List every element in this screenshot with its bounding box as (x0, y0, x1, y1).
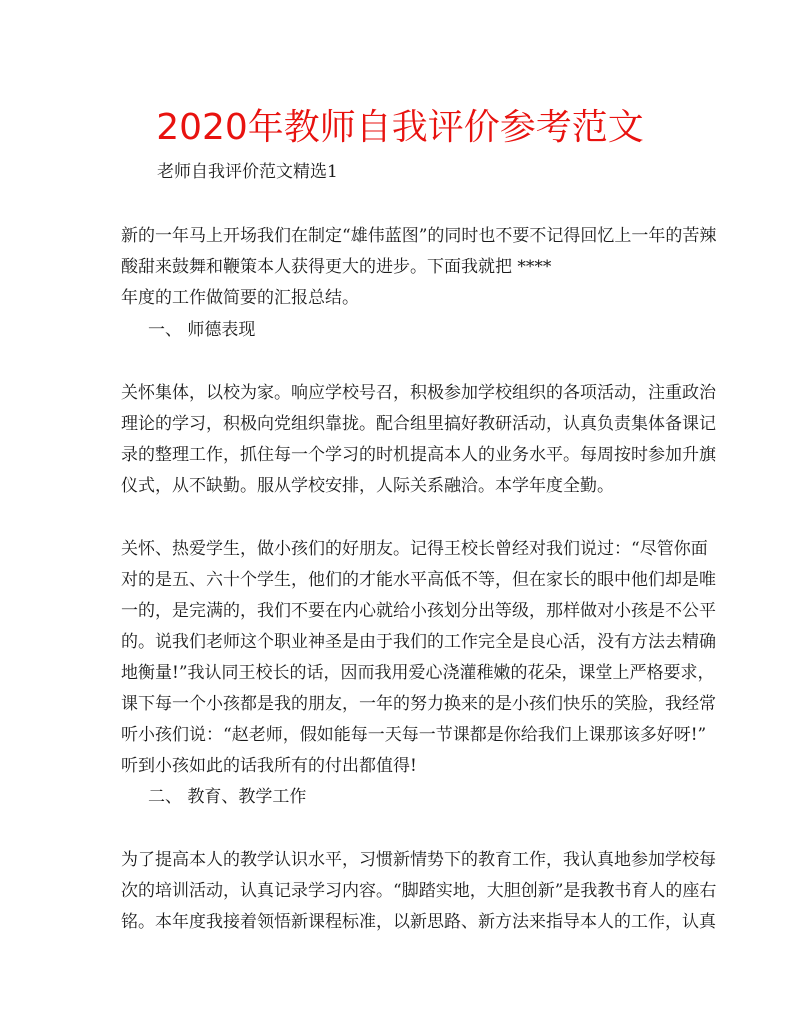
section-heading-2: 二、 教育、教学工作 (148, 787, 307, 807)
paragraph-line: 仪式，从不缺勤。服从学校安排，人际关系融洽。本学年度全勤。 (121, 476, 614, 496)
intro-line: 新的一年马上开场我们在制定“雄伟蓝图”的同时也不要不记得回忆上一年的苦辣 (121, 226, 717, 246)
paragraph-line: 为了提高本人的教学认识水平，习惯新情势下的教育工作，我认真地参加学校每 (121, 850, 716, 870)
section-heading-1: 一、 师德表现 (148, 320, 256, 340)
intro-line: 酸甜来鼓舞和鞭策本人获得更大的进步。下面我就把 **** (121, 257, 552, 277)
paragraph-line: 录的整理工作，抓住每一个学习的时机提高本人的业务水平。每周按时参加升旗 (121, 445, 716, 465)
paragraph-line: 理论的学习，积极向党组织靠拢。配合组里搞好教研活动，认真负责集体备课记 (121, 414, 716, 434)
paragraph-line: 铭。本年度我接着领悟新课程标准，以新思路、新方法来指导本人的工作，认真 (121, 912, 716, 932)
paragraph-line: 地衡量!”我认同王校长的话，因而我用爱心浇灌稚嫩的花朵，课堂上严格要求， (121, 663, 715, 683)
document-title: 2020年教师自我评价参考范文 (156, 107, 644, 148)
document-subtitle: 老师自我评价范文精选1 (157, 162, 338, 182)
paragraph-line: 的。说我们老师这个职业神圣是由于我们的工作完全是良心活，没有方法去精确 (121, 632, 716, 652)
paragraph-line: 次的培训活动，认真记录学习内容。“脚踏实地，大胆创新”是我教书育人的座右 (121, 881, 717, 901)
paragraph-line: 听小孩们说：“赵老师，假如能每一天每一节课都是你给我们上课那该多好呀!” (121, 725, 707, 745)
intro-line: 年度的工作做简要的汇报总结。 (121, 288, 359, 308)
paragraph-line: 关怀、热爱学生，做小孩们的好朋友。记得王校长曾经对我们说过：“尽管你面 (121, 539, 708, 559)
paragraph-line: 关怀集体，以校为家。响应学校号召，积极参加学校组织的各项活动，注重政治 (121, 383, 716, 403)
paragraph-line: 一的，是完满的，我们不要在内心就给小孩划分出等级，那样做对小孩是不公平 (121, 601, 716, 621)
paragraph-line: 课下每一个小孩都是我的朋友，一年的努力换来的是小孩们快乐的笑脸，我经常 (121, 694, 716, 714)
paragraph-line: 对的是五、六十个学生，他们的才能水平高低不等，但在家长的眼中他们却是唯 (121, 570, 716, 590)
paragraph-line: 听到小孩如此的话我所有的付出都值得! (121, 756, 417, 776)
